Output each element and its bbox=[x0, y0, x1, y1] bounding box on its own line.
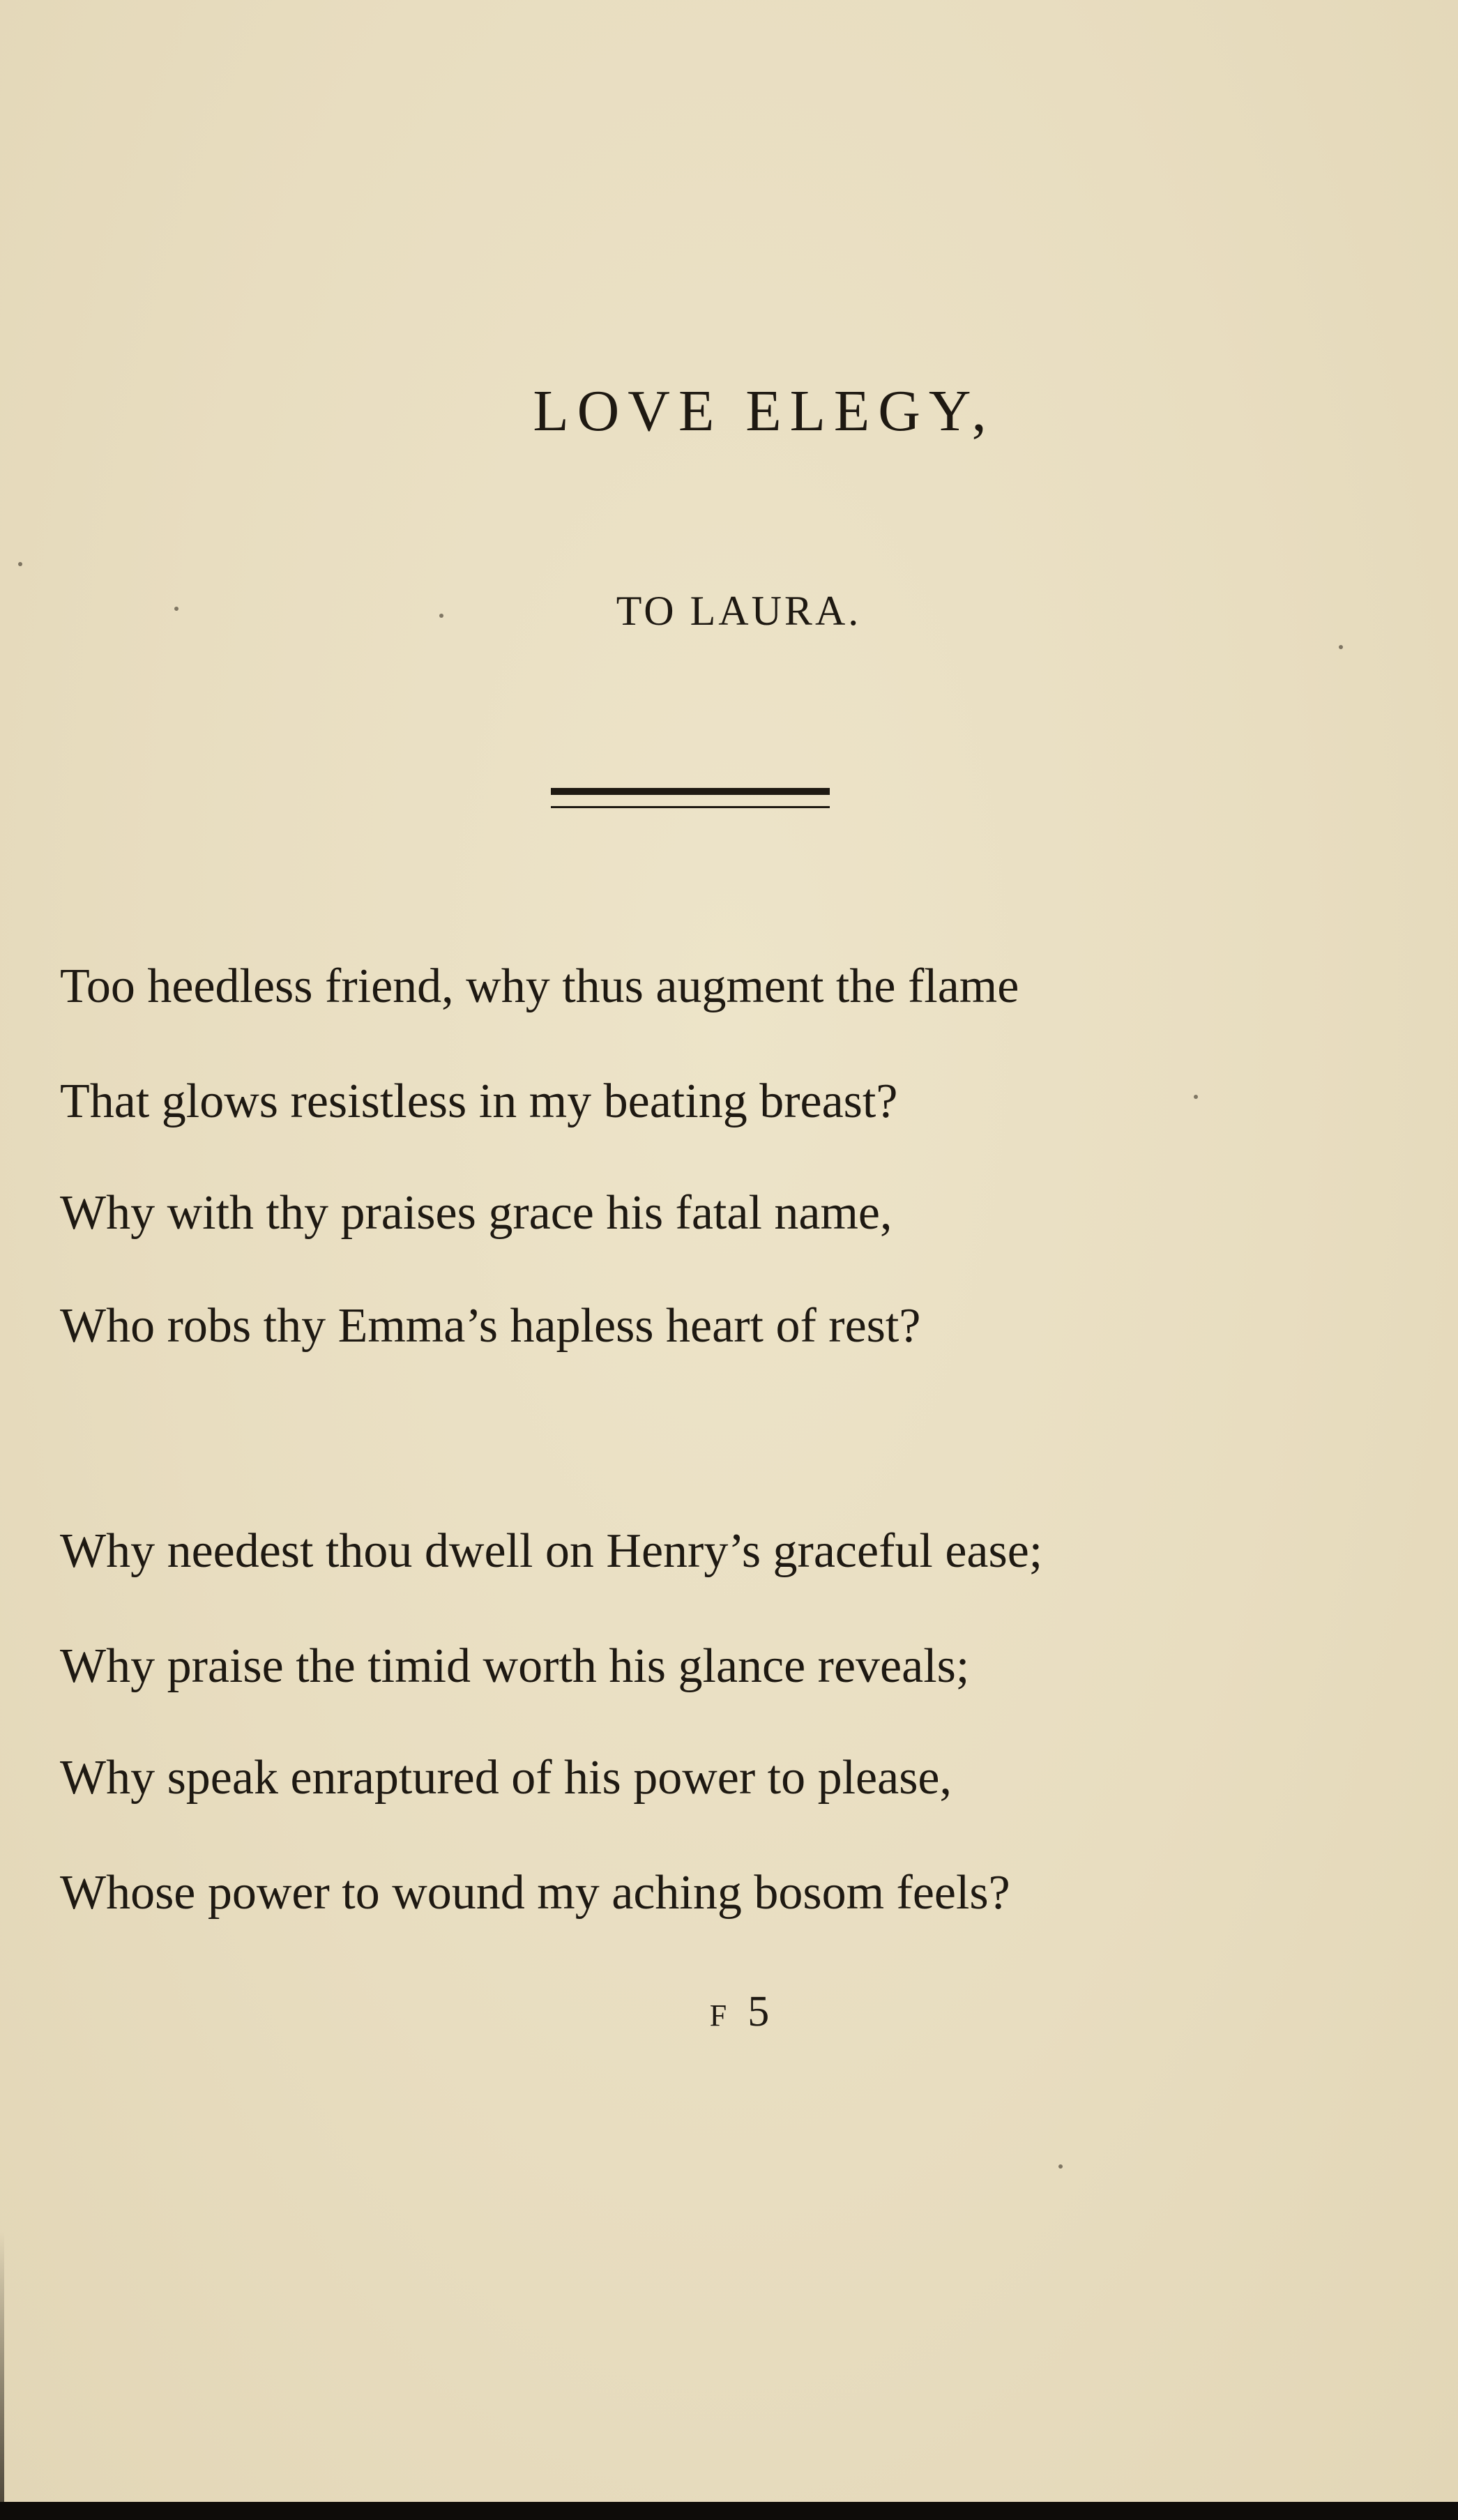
paper-speck bbox=[174, 607, 179, 611]
signature-mark bbox=[0, 1990, 1458, 2033]
verse-line: Whose power to wound my aching bosom feels? bbox=[60, 1866, 1010, 1920]
verse-line: Who robs thy Emma’s hapless heart of rest? bbox=[60, 1299, 921, 1353]
verse-line: Too heedless friend, why thus augment the flame bbox=[60, 959, 1019, 1013]
verse-line: That glows resistless in my beating breast? bbox=[60, 1075, 898, 1128]
verse-line: Why with thy praises grace his fatal name, bbox=[60, 1186, 893, 1240]
signature-letter: F bbox=[709, 1998, 727, 2033]
paper-speck bbox=[1194, 1095, 1198, 1099]
title-rule-thick bbox=[551, 788, 830, 795]
verse-line: Why praise the timid worth his glance reveals; bbox=[60, 1639, 970, 1693]
page-edge-shadow bbox=[0, 2231, 4, 2520]
verse-line: Why speak enraptured of his power to please, bbox=[60, 1751, 952, 1805]
poem-title: LOVE ELEGY, bbox=[533, 379, 995, 443]
paper-speck bbox=[1058, 2164, 1063, 2169]
title-rule-thin bbox=[551, 806, 830, 808]
paper-speck bbox=[18, 562, 22, 566]
signature-number: 5 bbox=[747, 1988, 770, 2035]
scan-bottom-border bbox=[0, 2502, 1458, 2520]
paper-speck bbox=[1339, 645, 1343, 649]
verse-line: Why needest thou dwell on Henry’s graceful ease; bbox=[60, 1524, 1043, 1578]
paper-speck bbox=[439, 614, 443, 618]
poem-subtitle: TO LAURA. bbox=[616, 588, 862, 634]
